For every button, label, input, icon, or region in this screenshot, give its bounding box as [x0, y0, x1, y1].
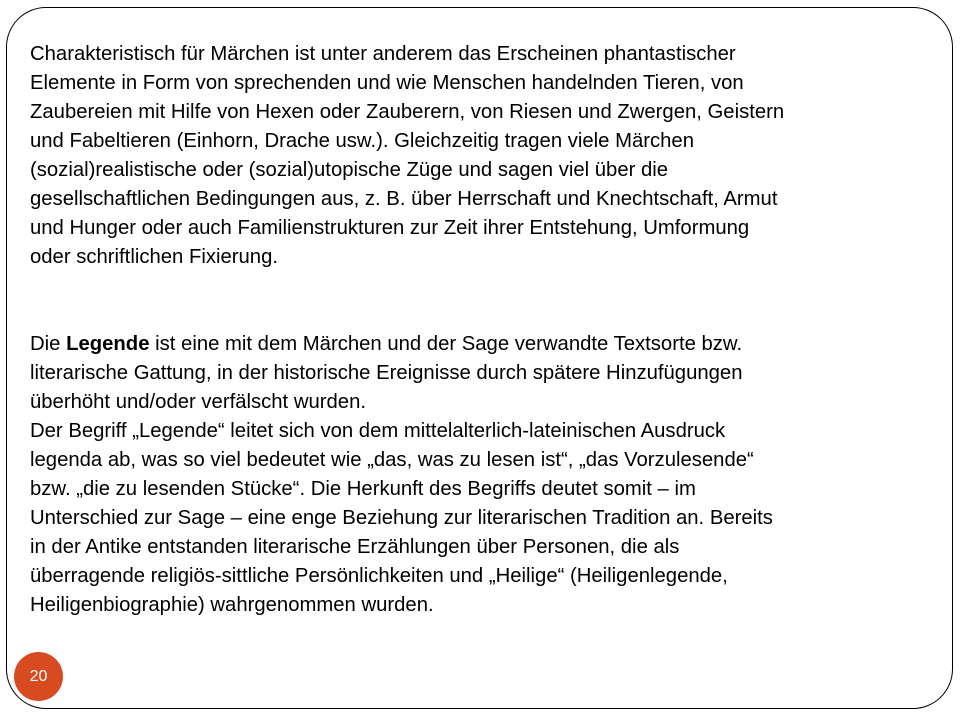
page-number: 20 [29, 667, 48, 685]
paragraph-begriff-legende: Der Begriff „Legende“ leitet sich von dem mittelalterlich-lateinischen Ausdruck legenda ab, was so viel bedeutet wie „das, was zu lesen ist“, „das Vorzulesende“ bzw. „die zu lesenden Stücke“. Die Herkunft des Begriffs deutet somit – im Unterschied zur Sage – eine enge Beziehung zur literarischen Tradition an. Bereits in der Antike entstanden literarische Erzählungen über Personen, die als überragende religiös-sittliche Persönlichkeiten und „Heilige“ (Heiligenlegende, Heiligenbiographie) wahrgenommen wurden. [30, 420, 773, 616]
paragraph-maerchen: Charakteristisch für Märchen ist unter anderem das Erscheinen phantastischer Elemente in Form von sprechenden und wie Menschen handelnden Tieren, von Zaubereien mit Hilfe von Hexen oder Zauberern, von Riesen und Zwergen, Geistern und Fabeltieren (Einhorn, Drache usw.). Gleichzeitig tragen viele Märchen (sozial)realistische oder (sozial)utopische Züge und sagen viel über die gesellschaftlichen Bedingungen aus, z. B. über Herrschaft und Knechtschaft, Armut und Hunger oder auch Familienstrukturen zur Zeit ihrer Entstehung, Umformung oder schriftlichen Fixierung. [30, 43, 785, 268]
paragraph-legende-prefix: Die [30, 333, 67, 355]
page-number-badge [14, 652, 63, 701]
term-legende: Legende [66, 333, 150, 355]
paragraph-legende-rest: ist eine mit dem Märchen und der Sage verwandte Textsorte bzw. literarische Gattung, in der historische Ereignisse durch spätere Hinzufügungen überhöht und/oder verfälscht wurden. [30, 333, 743, 413]
paragraph-legende-definition [30, 330, 935, 417]
paragraph-gap [30, 272, 935, 330]
slide-content [30, 40, 935, 620]
